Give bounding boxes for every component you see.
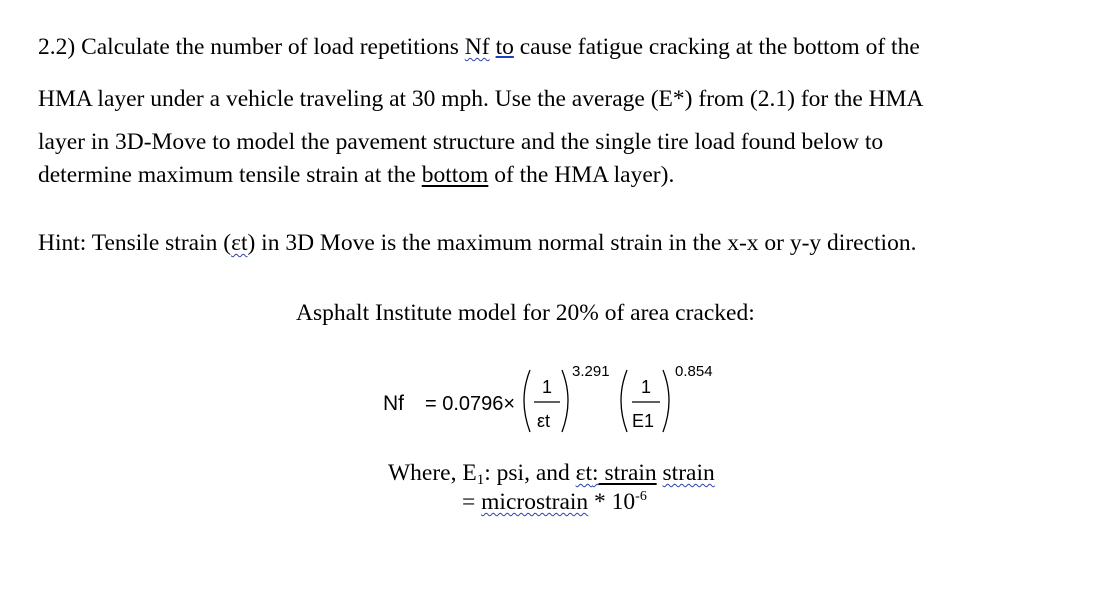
left-paren-1 bbox=[524, 370, 530, 432]
e-subscript: 1 bbox=[476, 472, 485, 488]
hint-text: ) in 3D Move is the maximum normal strain in the x-x or y-y direction. bbox=[247, 230, 917, 256]
epsilon-text: εt bbox=[575, 460, 593, 486]
question-text: cause fatigue cracking at the bottom of the bbox=[513, 34, 920, 60]
numerator-1: 1 bbox=[542, 377, 553, 397]
model-title: Asphalt Institute model for 20% of area cracked: bbox=[296, 300, 755, 326]
exponent-2: 0.854 bbox=[675, 363, 713, 380]
question-text: 2.2) Calculate the number of load repetitions bbox=[38, 34, 465, 60]
strain-word: strain bbox=[598, 460, 657, 486]
to-word: to bbox=[495, 34, 514, 60]
exponent: -6 bbox=[635, 489, 647, 504]
epsilon-t-symbol bbox=[576, 460, 599, 486]
colon-text: : bbox=[592, 460, 599, 486]
where-line-1 bbox=[388, 462, 715, 488]
equals-sign: = bbox=[462, 489, 482, 515]
formula-lhs: Nf bbox=[383, 392, 404, 415]
formula-coefficient: = 0.0796× bbox=[425, 393, 516, 415]
nf-term: Nf bbox=[464, 34, 490, 60]
where-text: : psi, and bbox=[484, 460, 576, 486]
epsilon-t-symbol: εt bbox=[231, 230, 248, 256]
exponent-1: 3.291 bbox=[572, 363, 610, 380]
microstrain-word: microstrain bbox=[481, 489, 589, 515]
where-text: Where, E bbox=[388, 460, 477, 486]
question-text: determine maximum tensile strain at the bbox=[38, 162, 422, 188]
strain-word-repeat: strain bbox=[662, 460, 715, 486]
left-paren-2 bbox=[621, 370, 627, 432]
times-ten: * 10 bbox=[588, 489, 636, 515]
right-paren-2 bbox=[663, 370, 669, 432]
bottom-word: bottom bbox=[421, 162, 489, 188]
question-line-2: HMA layer under a vehicle traveling at 30 mph. Use the average (E*) from (2.1) for the HMA bbox=[38, 86, 924, 112]
numerator-2: 1 bbox=[641, 377, 652, 397]
denominator-1: εt bbox=[537, 411, 551, 431]
denominator-2: E1 bbox=[632, 411, 655, 431]
hint-text: Hint: Tensile strain ( bbox=[38, 230, 232, 256]
where-line-2 bbox=[462, 490, 647, 515]
question-text: of the HMA layer). bbox=[488, 162, 675, 188]
question-line-3: layer in 3D-Move to model the pavement structure and the single tire load found below to bbox=[38, 129, 884, 155]
right-paren-1 bbox=[562, 370, 568, 432]
